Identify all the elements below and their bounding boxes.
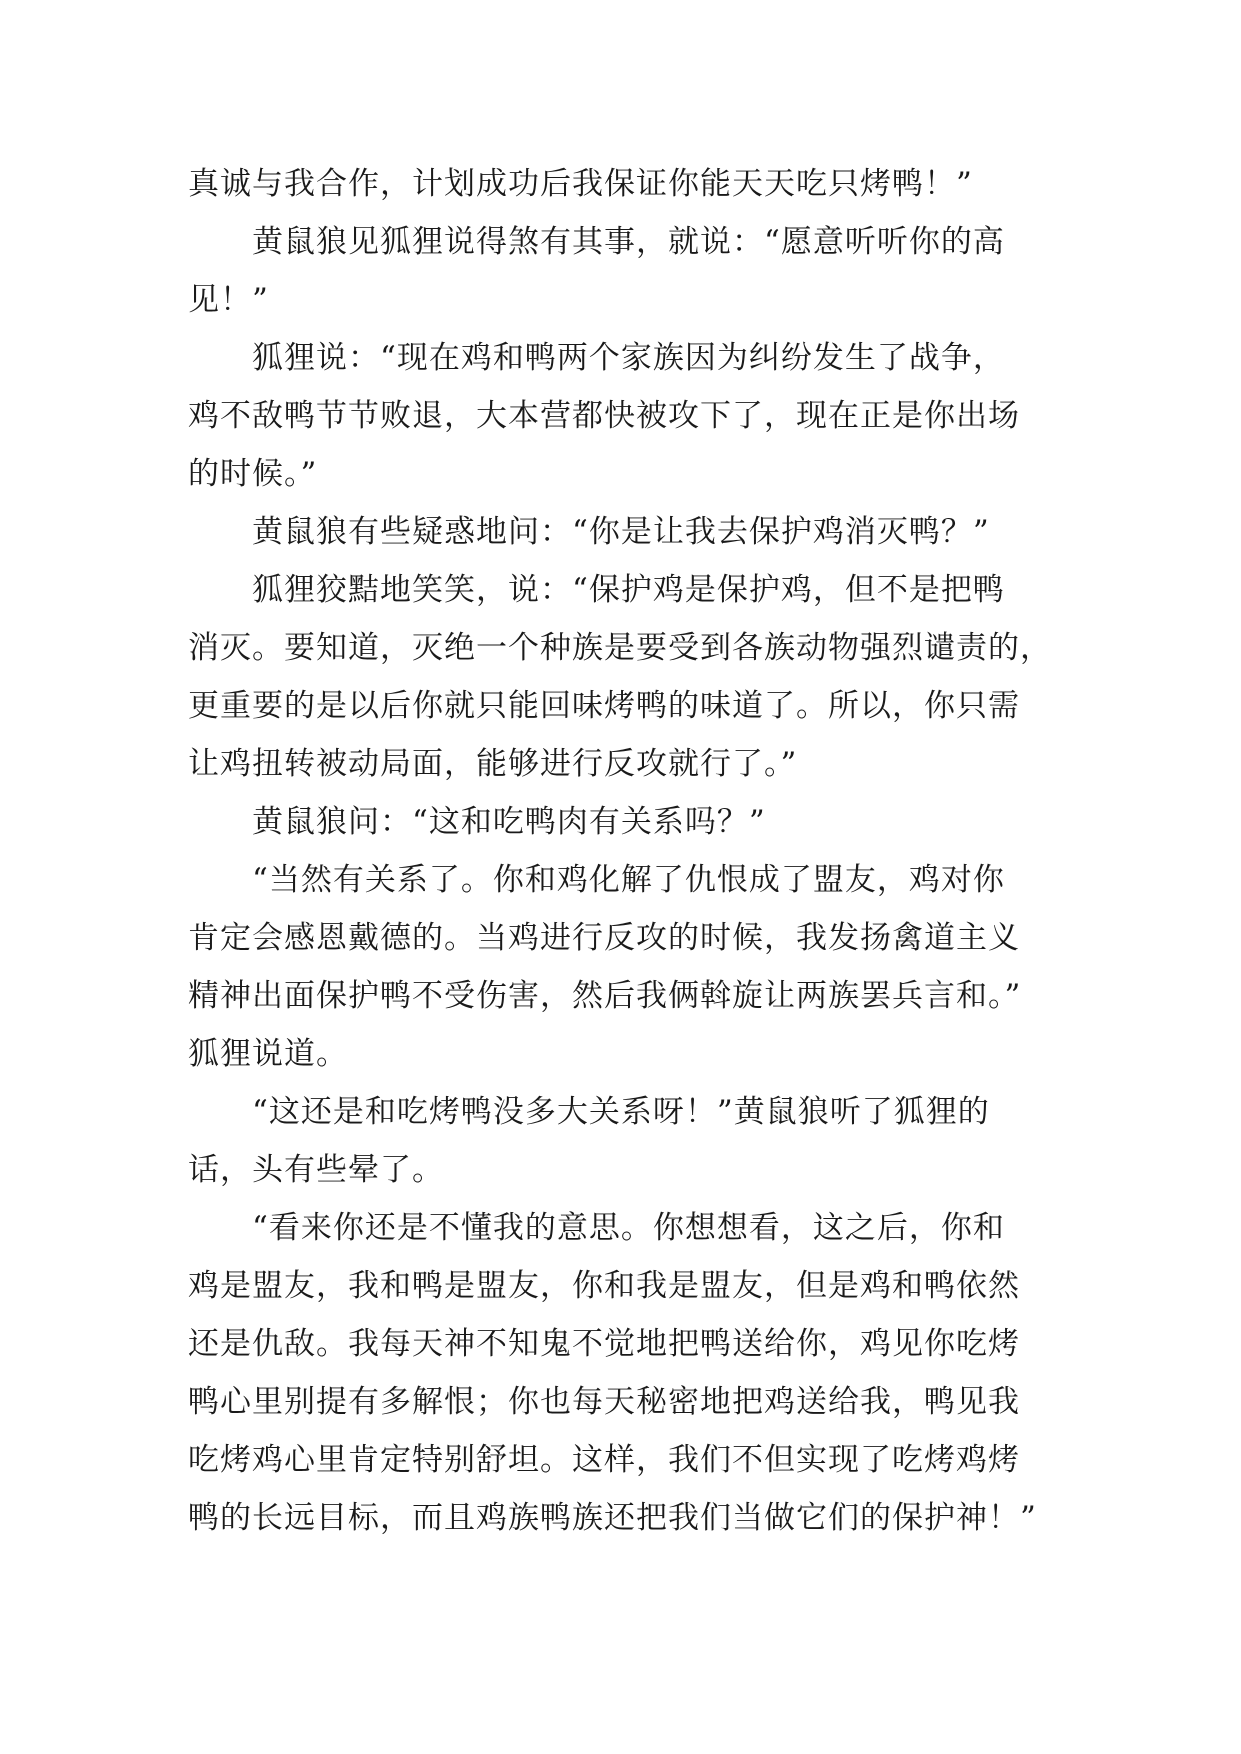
text-line: 鸡不敌鸭节节败退，大本营都快被攻下了，现在正是你出场 bbox=[188, 398, 1020, 434]
text-line: 狐狸说道。 bbox=[188, 1036, 348, 1072]
text-line: “这还是和吃烤鸭没多大关系呀！”黄鼠狼听了狐狸的 bbox=[252, 1094, 990, 1130]
text-line: 狐狸狡黠地笑笑，说：“保护鸡是保护鸡，但不是把鸭 bbox=[252, 572, 1005, 608]
text-line: 见！” bbox=[188, 282, 269, 318]
text-line: 鸭的长远目标，而且鸡族鸭族还把我们当做它们的保护神！” bbox=[188, 1500, 1037, 1536]
text-line: 的时候。” bbox=[188, 456, 318, 492]
text-line: 让鸡扭转被动局面，能够进行反攻就行了。” bbox=[188, 746, 798, 782]
text-line: 黄鼠狼有些疑惑地问：“你是让我去保护鸡消灭鸭？” bbox=[252, 514, 990, 550]
text-line: 更重要的是以后你就只能回味烤鸭的味道了。所以，你只需 bbox=[188, 688, 1020, 724]
text-line: 鸡是盟友，我和鸭是盟友，你和我是盟友，但是鸡和鸭依然 bbox=[188, 1268, 1020, 1304]
text-line: 吃烤鸡心里肯定特别舒坦。这样，我们不但实现了吃烤鸡烤 bbox=[188, 1442, 1020, 1478]
text-line: “看来你还是不懂我的意思。你想想看，这之后，你和 bbox=[252, 1210, 1005, 1246]
text-line: 话，头有些晕了。 bbox=[188, 1152, 444, 1188]
text-line: 消灭。要知道，灭绝一个种族是要受到各族动物强烈谴责的， bbox=[188, 630, 1052, 666]
text-line: 肯定会感恩戴德的。当鸡进行反攻的时候，我发扬禽道主义 bbox=[188, 920, 1020, 956]
story-text bbox=[188, 155, 1058, 1547]
text-line: 黄鼠狼问：“这和吃鸭肉有关系吗？” bbox=[252, 804, 766, 840]
text-line: 还是仇敌。我每天神不知鬼不觉地把鸭送给你，鸡见你吃烤 bbox=[188, 1326, 1020, 1362]
text-line: “当然有关系了。你和鸡化解了仇恨成了盟友，鸡对你 bbox=[252, 862, 1005, 898]
text-line: 黄鼠狼见狐狸说得煞有其事，就说：“愿意听听你的高 bbox=[252, 224, 1005, 260]
text-line: 精神出面保护鸭不受伤害，然后我俩斡旋让两族罢兵言和。” bbox=[188, 978, 1022, 1014]
text-line: 真诚与我合作，计划成功后我保证你能天天吃只烤鸭！” bbox=[188, 166, 973, 202]
text-line: 鸭心里别提有多解恨；你也每天秘密地把鸡送给我，鸭见我 bbox=[188, 1384, 1020, 1420]
text-line: 狐狸说：“现在鸡和鸭两个家族因为纠纷发生了战争， bbox=[252, 340, 1005, 376]
